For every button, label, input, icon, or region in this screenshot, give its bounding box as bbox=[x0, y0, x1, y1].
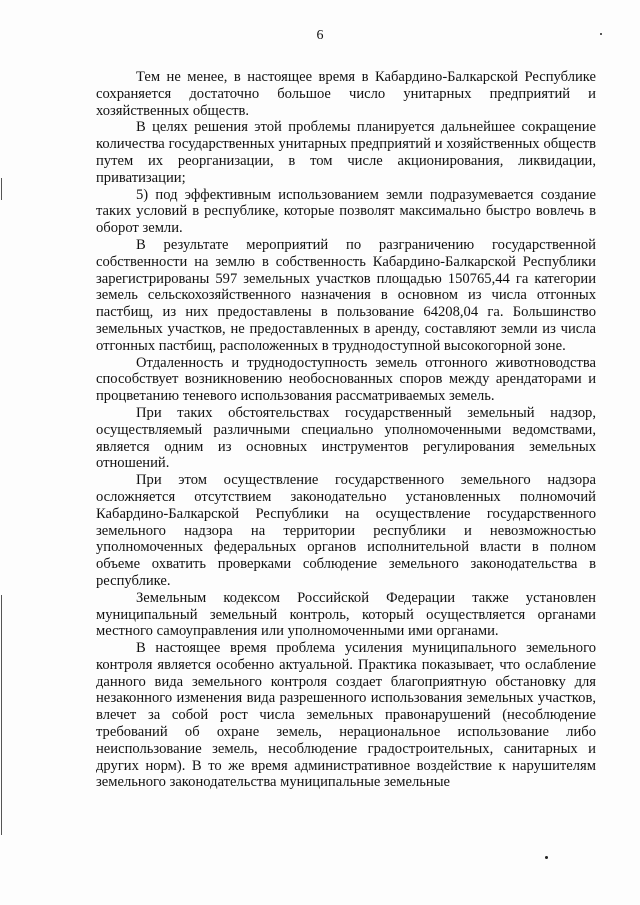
document-body bbox=[96, 69, 596, 791]
paragraph-municipal-control-relevance: В настоящее время проблема усиления муниципального земельного контроля является особенно актуальной. Практика показывает, что ослабление данного вида земельного контроля создает благоприятную обстановку для незаконного изменения вида разрешенного использования земельных участков, влечет за собой рост числа земельных правонарушений (несоблюдение требований об охране земель, нерациональное использование либо неиспользование земель, несоблюдение градостроительных, санитарных и других норм). В то же время административное воздействие к нарушителям земельного законодательства муниципальные земельные bbox=[96, 640, 596, 791]
scan-speck-bottom-right bbox=[545, 856, 548, 859]
paragraph-reduction-plan: В целях решения этой проблемы планируется дальнейшее сокращение количества государственных унитарных предприятий и хозяйственных обществ путем их реорганизации, в том числе акционирования, ликвидации, приватизации; bbox=[96, 119, 596, 186]
paragraph-state-land-supervision: При таких обстоятельствах государственный земельный надзор, осуществляемый различными специально уполномоченными ведомствами, является одним из основных инструментов регулирования земельных отношений. bbox=[96, 404, 596, 472]
scan-edge-mark-upper bbox=[1, 178, 2, 200]
paragraph-land-use-efficiency: 5) под эффективным использованием земли подразумевается создание таких условий в республике, которые позволят максимально быстро вовлечь в оборот земли. bbox=[96, 186, 596, 237]
paragraph-municipal-control: Земельным кодексом Российской Федерации также установлен муниципальный земельный контроль, который осуществляется органами местного самоуправления или уполномоченными ими органами. bbox=[96, 589, 596, 640]
paragraph-remote-pastures: Отдаленность и труднодоступность земель отгонного животноводства способствует возникновению необоснованных споров между арендаторами и процветанию теневого использования рассматриваемых земель. bbox=[96, 354, 596, 405]
scan-edge-mark-lower bbox=[1, 595, 2, 835]
paragraph-unitary-enterprises: Тем не менее, в настоящее время в Кабардино-Балкарской Республике сохраняется достаточно большое число унитарных предприятий и хозяйственных обществ. bbox=[96, 69, 596, 119]
page-number: 6 bbox=[316, 28, 324, 43]
scan-speck-top-right bbox=[600, 33, 602, 35]
paragraph-supervision-complications: При этом осуществление государственного земельного надзора осложняется отсутствием законодательно установленных полномочий Кабардино-Балкарской Республики на осуществление государственного земельного надзора на территории республики и невозможностью уполномоченных федеральных органов исполнительной власти в полном объеме охватить проверками соблюдение земельного законодательства в республике. bbox=[96, 472, 596, 589]
paragraph-land-registration: В результате мероприятий по разграничению государственной собственности на землю в собственность Кабардино-Балкарской Республики зарегистрированы 597 земельных участков площадью 150765,44 га категории земель сельскохозяйственного назначения в основном из числа отгонных пастбищ, из них предоставлены в пользование 64208,04 га. Большинство земельных участков, не предоставленных в аренду, составляют земли из числа отгонных пастбищ, расположенных в труднодоступной высокогорной зоне. bbox=[96, 236, 596, 354]
